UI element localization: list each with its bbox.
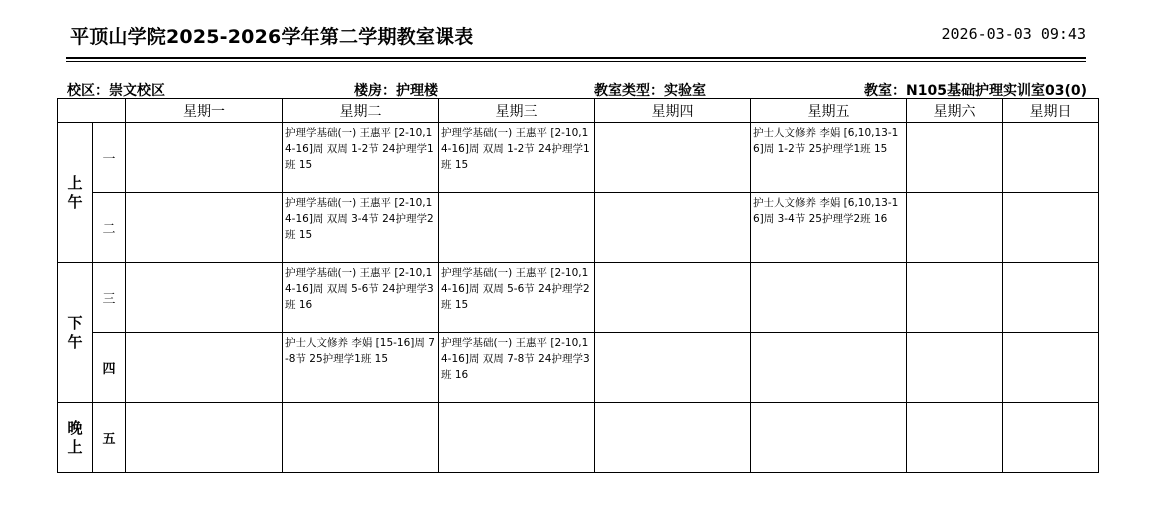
day-header: 星期日 (1003, 99, 1099, 123)
course-cell (751, 333, 907, 403)
room-value: N105基础护理实训室03(0) (906, 83, 1087, 99)
course-cell (595, 123, 751, 193)
course-cell: 护士人文修养 李娟 [15-16]周 7-8节 25护理学1班 15 (283, 333, 439, 403)
period-label: 五 (93, 403, 126, 473)
table-row (58, 193, 1099, 263)
course-cell: 护理学基础(一) 王惠平 [2-10,14-16]周 双周 7-8节 24护理学3班 16 (439, 333, 595, 403)
course-cell (1003, 403, 1099, 473)
course-cell (751, 403, 907, 473)
day-header-row (58, 99, 1099, 123)
course-cell (595, 403, 751, 473)
course-cell (283, 403, 439, 473)
building-label: 楼房 ： (354, 83, 396, 99)
period-label: 三 (93, 263, 126, 333)
course-cell (1003, 333, 1099, 403)
title-rule-thin (66, 61, 1086, 62)
period-label: 四 (93, 333, 126, 403)
course-cell: 护理学基础(一) 王惠平 [2-10,14-16]周 双周 3-4节 24护理学2班 15 (283, 193, 439, 263)
table-row (58, 263, 1099, 333)
course-cell (907, 263, 1003, 333)
course-cell: 护理学基础(一) 王惠平 [2-10,14-16]周 双周 1-2节 24护理学1班 15 (283, 123, 439, 193)
room-label: 教室 ： (864, 83, 906, 99)
day-header: 星期三 (439, 99, 595, 123)
course-cell (907, 403, 1003, 473)
course-cell (1003, 263, 1099, 333)
table-row (58, 333, 1099, 403)
course-cell (907, 333, 1003, 403)
building-info (354, 80, 438, 100)
page-title: 平顶山学院2025-2026学年第二学期教室课表 (70, 26, 474, 48)
course-cell (126, 333, 283, 403)
day-header: 星期六 (907, 99, 1003, 123)
room-info (864, 80, 1087, 100)
course-cell (439, 403, 595, 473)
morning-group: 上 午 (58, 123, 93, 263)
afternoon-group: 下 午 (58, 263, 93, 403)
course-cell: 护士人文修养 李娟 [6,10,13-16]周 3-4节 25护理学2班 16 (751, 193, 907, 263)
room-type-label: 教室类型 ： (594, 83, 664, 99)
timetable (57, 98, 1099, 473)
course-cell (1003, 123, 1099, 193)
period-label: 一 (93, 123, 126, 193)
course-cell (595, 263, 751, 333)
campus-label: 校区 ： (67, 83, 109, 99)
room-type-info (594, 80, 706, 100)
course-cell: 护理学基础(一) 王惠平 [2-10,14-16]周 双周 5-6节 24护理学2班 15 (439, 263, 595, 333)
building-value: 护理楼 (396, 83, 438, 99)
table-row (58, 123, 1099, 193)
course-cell: 护理学基础(一) 王惠平 [2-10,14-16]周 双周 1-2节 24护理学1班 15 (439, 123, 595, 193)
course-cell (126, 123, 283, 193)
room-type-value: 实验室 (664, 83, 706, 99)
table-row (58, 403, 1099, 473)
course-cell: 护士人文修养 李娟 [6,10,13-16]周 1-2节 25护理学1班 15 (751, 123, 907, 193)
corner-cell (58, 99, 126, 123)
course-cell (595, 193, 751, 263)
course-cell (126, 263, 283, 333)
course-cell (439, 193, 595, 263)
course-cell (595, 333, 751, 403)
title-rule-thick (66, 57, 1086, 59)
day-header: 星期五 (751, 99, 907, 123)
period-label: 二 (93, 193, 126, 263)
evening-group: 晚 上 (58, 403, 93, 473)
course-cell (126, 193, 283, 263)
course-cell (907, 123, 1003, 193)
print-datetime: 2026-03-03 09:43 (941, 25, 1086, 43)
course-cell (907, 193, 1003, 263)
course-cell: 护理学基础(一) 王惠平 [2-10,14-16]周 双周 5-6节 24护理学3班 16 (283, 263, 439, 333)
campus-info (67, 80, 165, 100)
campus-value: 崇文校区 (109, 83, 165, 99)
course-cell (1003, 193, 1099, 263)
day-header: 星期一 (126, 99, 283, 123)
day-header: 星期四 (595, 99, 751, 123)
day-header: 星期二 (283, 99, 439, 123)
course-cell (126, 403, 283, 473)
course-cell (751, 263, 907, 333)
